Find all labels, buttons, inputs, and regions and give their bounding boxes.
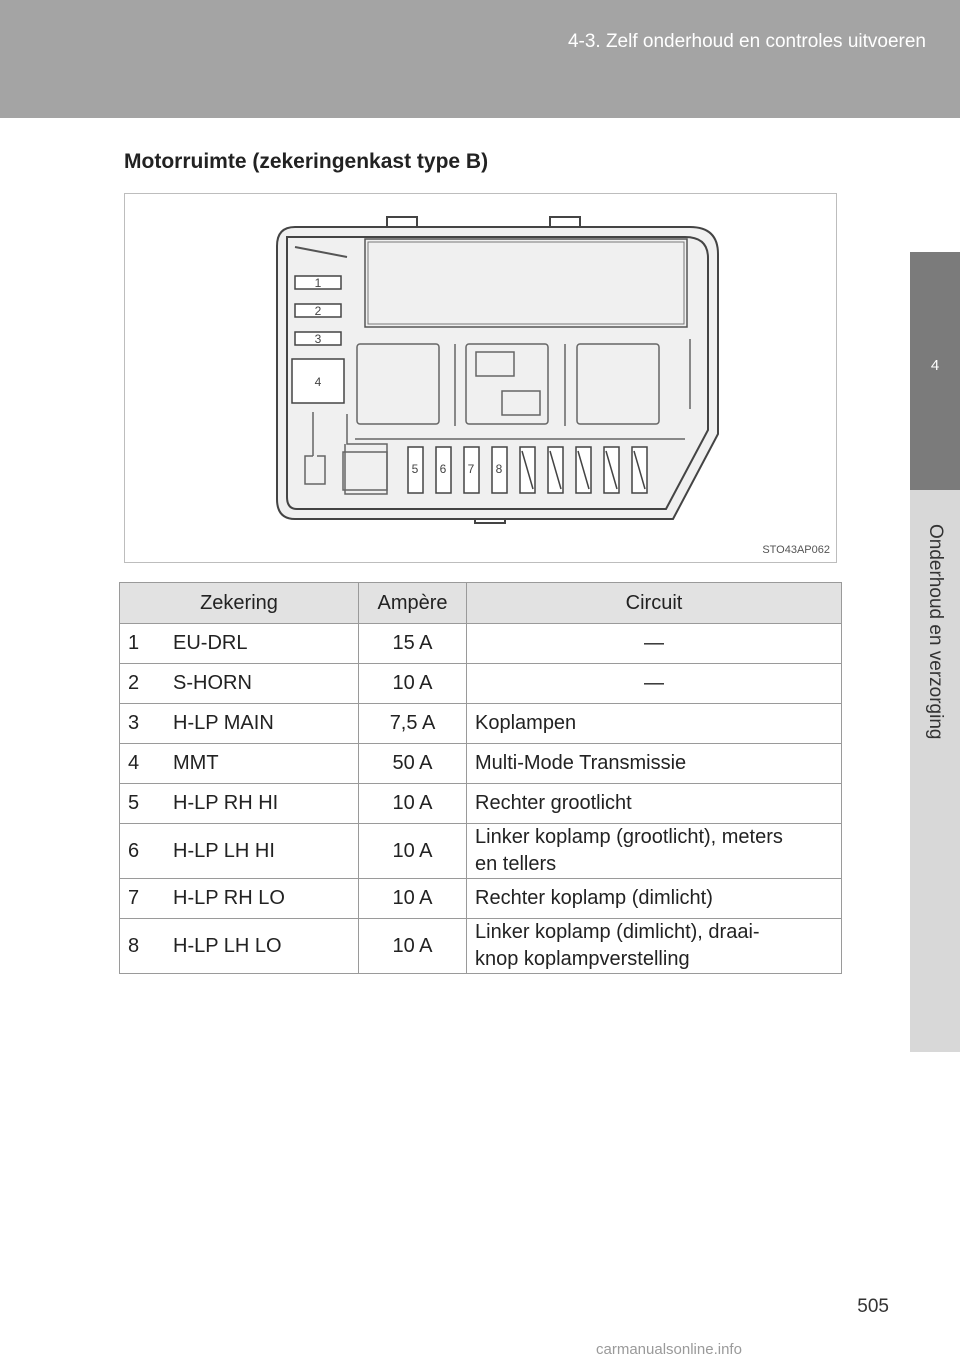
fuse-name: H-LP RH LO	[165, 879, 359, 919]
fuse-circuit-line: Linker koplamp (dimlicht), draai-	[475, 921, 760, 943]
fuse-amperage: 15 A	[359, 624, 467, 664]
fuse-6-label: 6	[439, 462, 447, 476]
fuse-5-label: 5	[411, 462, 419, 476]
housing-tab-right	[550, 217, 580, 227]
table-row	[120, 919, 842, 974]
fuse-1-label: 1	[314, 276, 322, 290]
fuse-circuit	[467, 824, 842, 879]
chapter-label: Onderhoud en verzorging	[925, 524, 946, 740]
fuse-number: 8	[120, 919, 166, 974]
column-header-fuse: Zekering	[120, 583, 359, 624]
column-header-circuit: Circuit	[467, 583, 842, 624]
fuse-name: H-LP LH HI	[165, 824, 359, 879]
chapter-number: 4	[930, 357, 940, 374]
fuse-circuit	[467, 919, 842, 974]
fuse-3-label: 3	[314, 332, 322, 346]
housing-tab-left	[387, 217, 417, 227]
fuse-amperage: 10 A	[359, 919, 467, 974]
fuse-circuit-line: knop koplampverstelling	[475, 948, 690, 970]
fuse-number: 4	[120, 744, 166, 784]
fuse-amperage: 10 A	[359, 824, 467, 879]
fuse-amperage: 7,5 A	[359, 704, 467, 744]
table-row	[120, 824, 842, 879]
section-title: Motorruimte (zekeringenkast type B)	[124, 150, 489, 173]
fuse-box-figure	[124, 193, 837, 563]
table-row	[120, 704, 842, 744]
fuse-number: 3	[120, 704, 166, 744]
fuse-circuit: Rechter grootlicht	[467, 784, 842, 824]
fuse-amperage: 50 A	[359, 744, 467, 784]
fuse-table	[119, 582, 842, 974]
fuse-amperage: 10 A	[359, 879, 467, 919]
fuse-circuit: Multi-Mode Transmissie	[467, 744, 842, 784]
header-title: 4-3. Zelf onderhoud en controles uitvoeren	[567, 31, 926, 52]
fuse-8-label: 8	[495, 462, 503, 476]
table-header-row	[120, 583, 842, 624]
fuse-circuit: Koplampen	[467, 704, 842, 744]
fuse-box-diagram	[125, 194, 838, 564]
fuse-name: MMT	[165, 744, 359, 784]
page-number: 505	[857, 1296, 889, 1317]
chapter-side-tab	[910, 252, 960, 1052]
chapter-tab-number-block	[910, 252, 960, 490]
fuse-2-label: 2	[314, 304, 322, 318]
figure-code: STO43AP062	[762, 544, 830, 556]
fuse-4-label: 4	[314, 375, 322, 389]
page-header	[0, 0, 960, 118]
fuse-name: EU-DRL	[165, 624, 359, 664]
watermark: carmanualsonline.info	[596, 1341, 742, 1358]
fuse-circuit-line: Linker koplamp (grootlicht), meters	[475, 826, 783, 848]
fuse-name: H-LP LH LO	[165, 919, 359, 974]
fuse-amperage: 10 A	[359, 784, 467, 824]
fuse-number: 7	[120, 879, 166, 919]
fuse-7-label: 7	[467, 462, 475, 476]
fuse-name: H-LP MAIN	[165, 704, 359, 744]
fuse-name: H-LP RH HI	[165, 784, 359, 824]
fuse-number: 1	[120, 624, 166, 664]
fuse-number: 5	[120, 784, 166, 824]
fuse-amperage: 10 A	[359, 664, 467, 704]
fuse-number: 2	[120, 664, 166, 704]
table-row	[120, 744, 842, 784]
fuse-circuit: —	[467, 664, 842, 704]
fuse-circuit: —	[467, 624, 842, 664]
fuse-circuit: Rechter koplamp (dimlicht)	[467, 879, 842, 919]
table-row	[120, 879, 842, 919]
column-header-ampere: Ampère	[359, 583, 467, 624]
table-row	[120, 784, 842, 824]
fuse-number: 6	[120, 824, 166, 879]
table-row	[120, 624, 842, 664]
fuse-name: S-HORN	[165, 664, 359, 704]
fuse-circuit-line: en tellers	[475, 853, 557, 875]
table-row	[120, 664, 842, 704]
